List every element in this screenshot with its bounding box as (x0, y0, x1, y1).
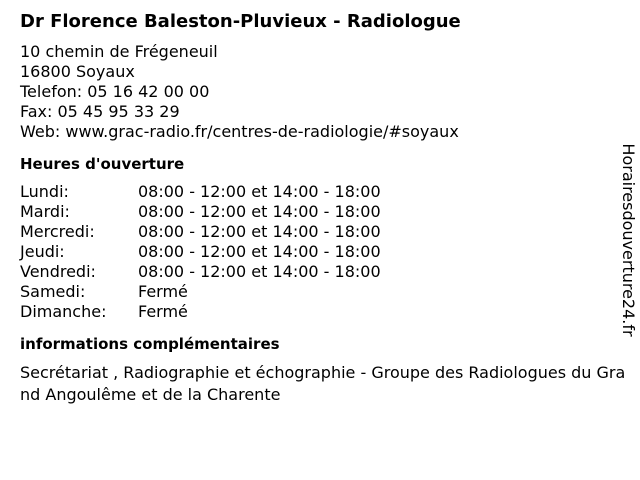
phone-number[interactable]: Telefon: 05 16 42 00 00 (20, 82, 210, 101)
website-link[interactable]: Web: www.grac-radio.fr/centres-de-radiologie/#soyaux (20, 122, 459, 141)
hours-row-jeudi (20, 242, 632, 262)
info-text: Secrétariat , Radiographie et échographie - Groupe des Radiologues du Grand Angoulême et de la Charente (20, 363, 626, 404)
hours-row-dimanche (20, 302, 632, 322)
hours-row-mercredi (20, 222, 632, 242)
address-city: 16800 Soyaux (20, 62, 135, 81)
hours-heading: Heures d'ouverture (20, 155, 185, 173)
hours-day: Lundi: (20, 182, 69, 201)
hours-day: Samedi: (20, 282, 86, 301)
hours-time: 08:00 - 12:00 et 14:00 - 18:00 (138, 222, 381, 241)
fax-number: Fax: 05 45 95 33 29 (20, 102, 180, 121)
side-watermark-label: Horairesdouverture24.fr (619, 143, 638, 337)
hours-day: Vendredi: (20, 262, 96, 281)
hours-time: 08:00 - 12:00 et 14:00 - 18:00 (138, 242, 381, 261)
hours-time: Fermé (138, 302, 188, 321)
info-heading: informations complémentaires (20, 335, 280, 353)
hours-time: Fermé (138, 282, 188, 301)
hours-day: Jeudi: (20, 242, 65, 261)
hours-time: 08:00 - 12:00 et 14:00 - 18:00 (138, 182, 381, 201)
address-block (20, 42, 632, 142)
listing-card (20, 10, 632, 406)
hours-row-mardi (20, 202, 632, 222)
hours-time: 08:00 - 12:00 et 14:00 - 18:00 (138, 202, 381, 221)
address-street: 10 chemin de Frégeneuil (20, 42, 218, 61)
hours-row-samedi (20, 282, 632, 302)
hours-time: 08:00 - 12:00 et 14:00 - 18:00 (138, 262, 381, 281)
hours-day: Dimanche: (20, 302, 107, 321)
hours-row-lundi (20, 182, 632, 202)
hours-day: Mardi: (20, 202, 70, 221)
hours-row-vendredi (20, 262, 632, 282)
page-title: Dr Florence Baleston-Pluvieux - Radiologue (20, 11, 461, 32)
hours-table (20, 182, 632, 322)
hours-day: Mercredi: (20, 222, 95, 241)
